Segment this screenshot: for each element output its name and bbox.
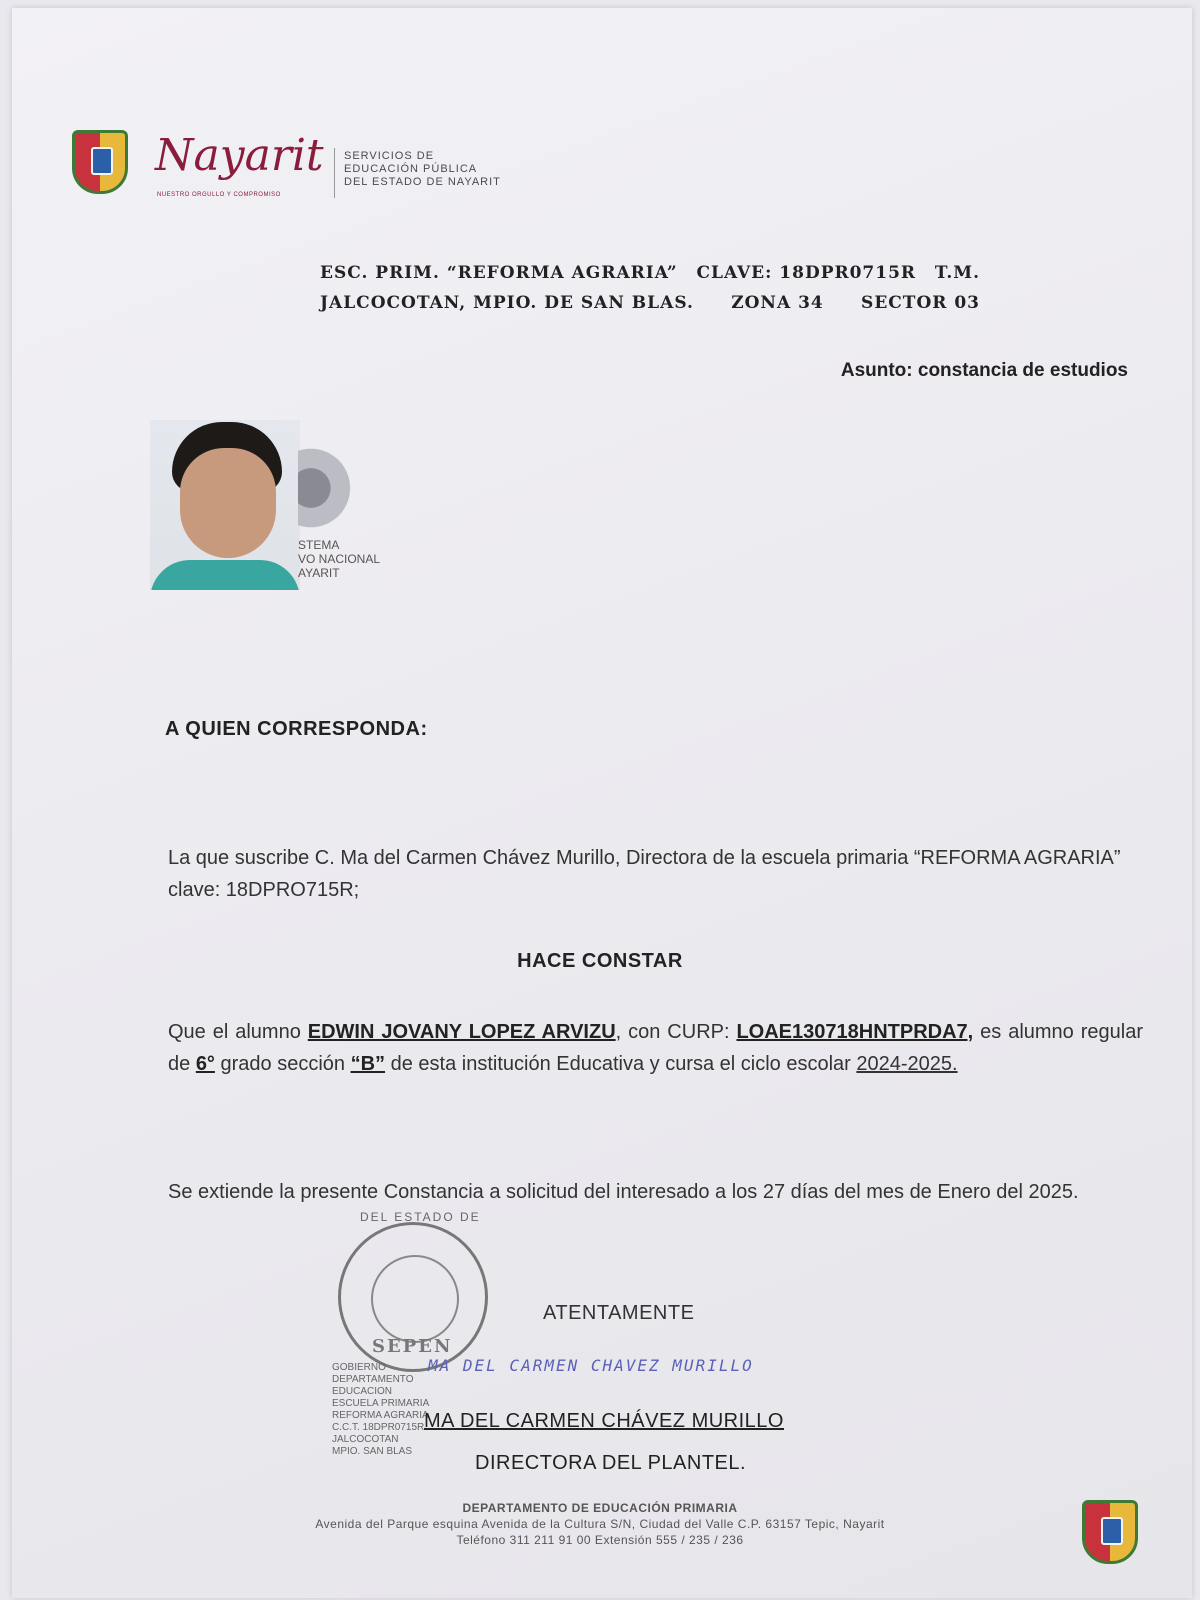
- agency-name: [344, 150, 501, 189]
- footer-department: DEPARTAMENTO DE EDUCACIÓN PRIMARIA: [462, 1501, 738, 1515]
- body-text: de esta institución Educativa y cursa el ciclo escolar: [385, 1053, 857, 1075]
- stamp-line: JALCOCOTAN: [332, 1434, 399, 1445]
- photo-seal-text: [298, 538, 380, 580]
- photo-shirt: [150, 560, 300, 590]
- logo-tagline: NUESTRO ORGULLO Y COMPROMISO: [157, 192, 281, 198]
- signer-role: DIRECTORA DEL PLANTEL.: [475, 1452, 747, 1474]
- signer-name: MA DEL CARMEN CHÁVEZ MURILLO: [424, 1410, 784, 1432]
- handwritten-signature: MA DEL CARMEN CHAVEZ MURILLO: [428, 1356, 754, 1375]
- stamp-line: MPIO. SAN BLAS: [332, 1446, 413, 1457]
- school-cycle: 2024-2025.: [856, 1053, 958, 1075]
- body-text: es alumno regular de: [168, 1021, 1143, 1075]
- stamp-line: ESCUELA PRIMARIA: [332, 1398, 430, 1409]
- photo-face: [180, 448, 276, 558]
- photo-seal-line: AYARIT: [298, 566, 340, 580]
- stamp-lines: [332, 1362, 429, 1458]
- stamp-shield-icon: [371, 1255, 459, 1343]
- subject-line: Asunto: constancia de estudios: [840, 360, 1128, 381]
- school-zona: ZONA 34: [731, 293, 824, 313]
- footer-address: Avenida del Parque esquina Avenida de la Cultura S/N, Ciudad del Valle C.P. 63157 Tepic, Nayarit: [315, 1517, 885, 1531]
- photo-seal-line: VO NACIONAL: [298, 552, 381, 566]
- student-photo: [150, 420, 300, 590]
- body-text: Que el alumno: [168, 1021, 308, 1043]
- stamp-center-text: SEPEN: [372, 1336, 453, 1357]
- footer-phone: Teléfono 311 211 91 00 Extensión 555 / 235 / 236: [456, 1533, 744, 1547]
- atentamente: ATENTAMENTE: [543, 1302, 695, 1324]
- footer: [0, 1500, 1200, 1548]
- school-sector: SECTOR 03: [861, 293, 980, 313]
- agency-line: SERVICIOS DE: [344, 150, 435, 162]
- photo-seal: [298, 440, 408, 590]
- agency-line: DEL ESTADO DE NAYARIT: [344, 176, 501, 188]
- stamp-ring-text: DEL ESTADO DE: [360, 1210, 481, 1224]
- student-name: EDWIN JOVANY LOPEZ ARVIZU: [307, 1021, 616, 1043]
- certification-paragraph: [123, 1016, 1143, 1080]
- student-section: “B”: [350, 1053, 386, 1075]
- state-shield-icon: [72, 130, 128, 194]
- hace-constar-heading: HACE CONSTAR: [517, 950, 683, 972]
- school-header: [320, 258, 980, 318]
- closing-paragraph: Se extiende la presente Constancia a solicitud del interesado a los 27 días del mes de Enero del 2025.: [168, 1181, 1079, 1203]
- school-name: ESC. PRIM. “REFORMA AGRARIA”: [320, 263, 678, 283]
- school-clave: CLAVE: 18DPR0715R: [696, 263, 917, 283]
- student-grade: 6°: [195, 1053, 215, 1075]
- body-text: grado sección: [214, 1053, 351, 1075]
- photo-seal-line: STEMA: [298, 538, 340, 552]
- student-curp: LOAE130718HNTPRDA7,: [736, 1021, 974, 1043]
- agency-line: EDUCACIÓN PÚBLICA: [344, 163, 478, 175]
- nayarit-logo-word: Nayarit: [155, 130, 324, 181]
- school-location: JALCOCOTAN, MPIO. DE SAN BLAS.: [320, 293, 694, 313]
- body-text: , con CURP:: [615, 1021, 737, 1043]
- stamp-line: DEPARTAMENTO: [332, 1374, 414, 1385]
- stamp-line: EDUCACION: [332, 1386, 393, 1397]
- stamp-line: REFORMA AGRARIA: [332, 1410, 429, 1421]
- logo-divider: [334, 148, 335, 198]
- salutation: A QUIEN CORRESPONDA:: [165, 718, 428, 740]
- footer-shield-icon: [1082, 1500, 1138, 1564]
- school-tm: T.M.: [934, 263, 980, 283]
- stamp-line: GOBIERNO: [332, 1362, 386, 1373]
- intro-paragraph: La que suscribe C. Ma del Carmen Chávez Murillo, Directora de la escuela primaria “REFORMA AGRARIA” clave: 18DPRO715R;: [168, 847, 1121, 901]
- national-seal-icon: [298, 448, 362, 528]
- stamp-line: C.C.T. 18DPR0715R: [332, 1422, 425, 1433]
